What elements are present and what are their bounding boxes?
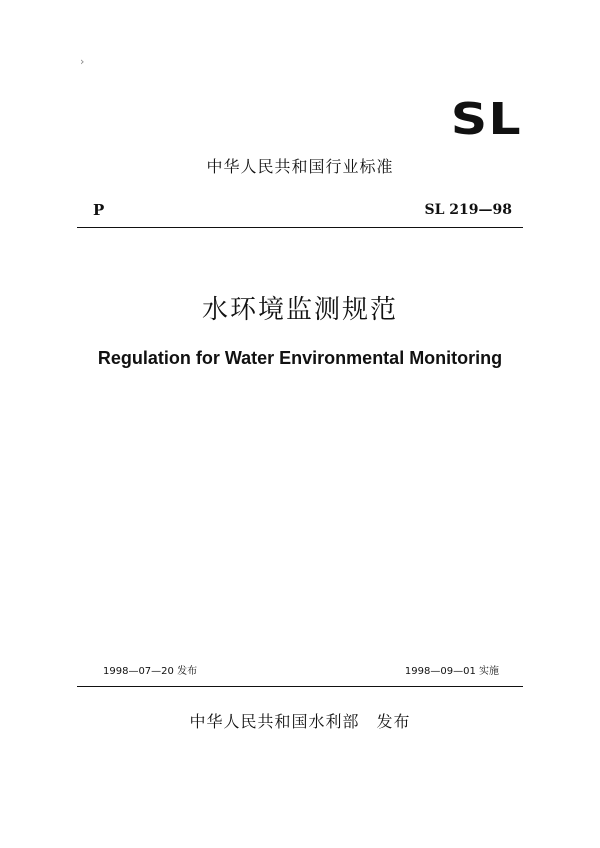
sl-logo: SL <box>451 94 522 145</box>
corner-mark: › <box>80 55 85 68</box>
title-chinese: 水环境监测规范 <box>201 295 398 325</box>
standard-category: 中华人民共和国行业标准 <box>206 157 394 176</box>
title-english: Regulation for Water Environmental Monitoring <box>97 348 503 368</box>
issue-date: 1998—07—20 发布 <box>103 666 198 677</box>
bottom-divider <box>77 686 523 687</box>
standard-number: SL 219—98 <box>424 202 512 218</box>
implementation-date: 1998—09—01 实施 <box>404 666 499 677</box>
top-divider <box>77 227 523 228</box>
publisher: 中华人民共和国水利部 发布 <box>189 712 411 731</box>
classification-code: P <box>93 201 105 219</box>
